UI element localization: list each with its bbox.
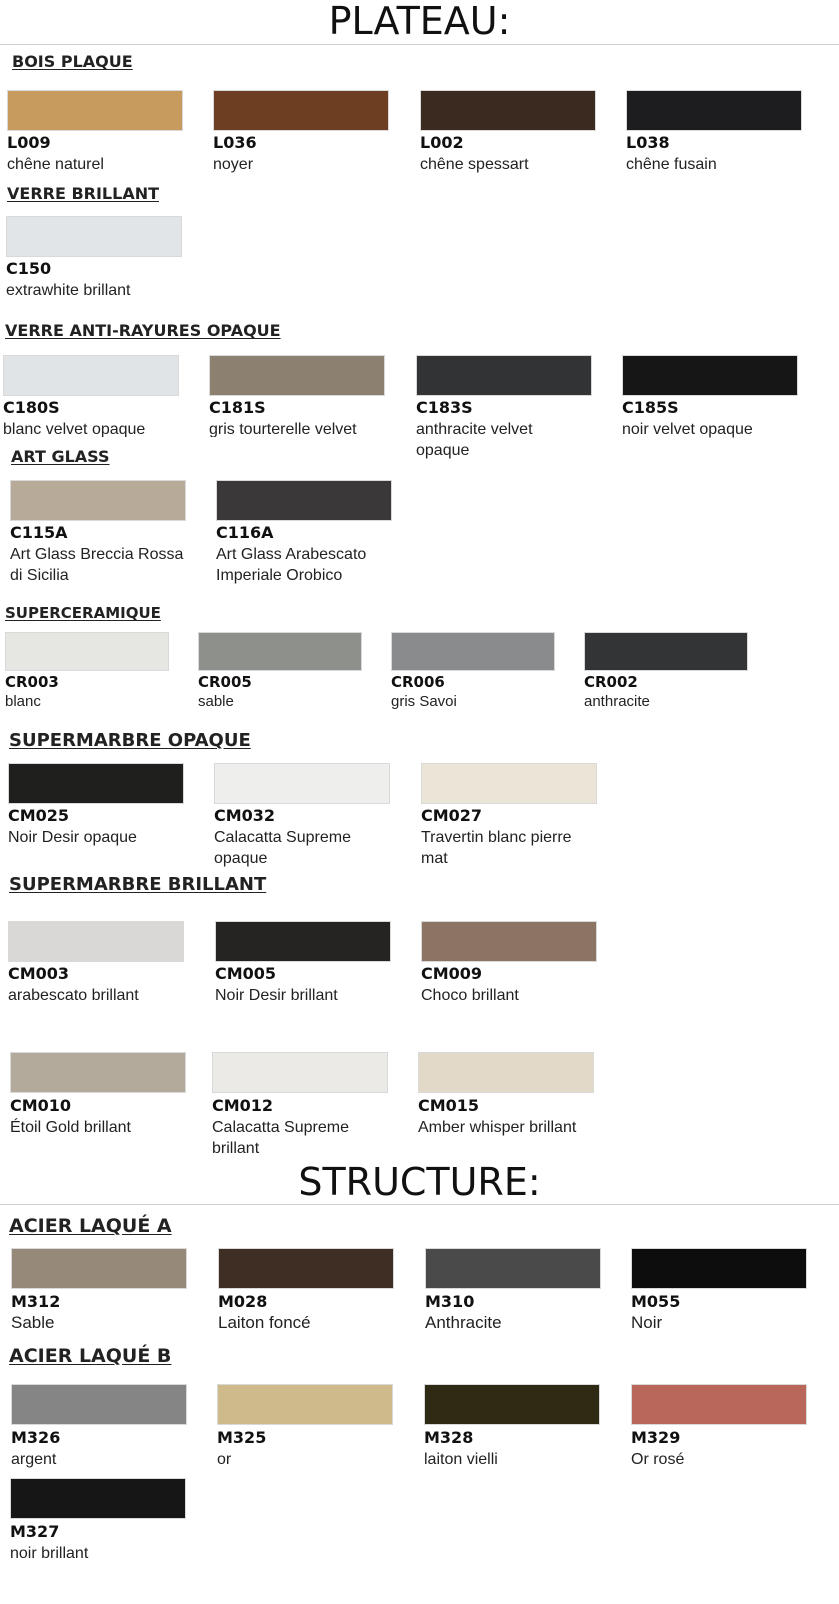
section-supermarbre-opaque: SUPERMARBRE OPAQUE: [9, 730, 251, 751]
section-verre-brillant: VERRE BRILLANT: [7, 184, 159, 203]
name-cm025: Noir Desir opaque: [8, 829, 137, 846]
swatch-cm025: [8, 763, 184, 804]
code-cr006: CR006: [391, 673, 445, 691]
name-m310: Anthracite: [425, 1313, 502, 1332]
code-m328: M328: [424, 1428, 474, 1447]
swatch-c116a: [216, 480, 392, 521]
swatch-m327: [10, 1478, 186, 1519]
swatch-cm012: [212, 1052, 388, 1093]
code-cm025: CM025: [8, 806, 70, 825]
name-m325: or: [217, 1451, 232, 1468]
swatch-cm010: [10, 1052, 186, 1093]
swatch-cm015: [418, 1052, 594, 1093]
swatch-l038: [626, 90, 802, 131]
code-c181s: C181S: [209, 398, 266, 417]
name-c116a: Art Glass Arabescato Imperiale Orobico: [216, 546, 367, 584]
code-m326: M326: [11, 1428, 61, 1447]
swatch-m312: [11, 1248, 187, 1289]
name-c115a: Art Glass Breccia Rossa di Sicilia: [10, 546, 184, 584]
swatch-cr003: [5, 632, 169, 671]
code-cm032: CM032: [214, 806, 276, 825]
swatch-c185s: [622, 355, 798, 396]
swatch-cm027: [421, 763, 597, 804]
code-m310: M310: [425, 1292, 475, 1311]
code-cm012: CM012: [212, 1096, 274, 1115]
name-cm012: Calacatta Supreme brillant: [212, 1119, 349, 1157]
name-l002: chêne spessart: [420, 156, 529, 173]
name-cr006: gris Savoi: [391, 693, 457, 710]
swatch-cr002: [584, 632, 748, 671]
name-c180s: blanc velvet opaque: [3, 421, 146, 437]
section-verre-anti-rayures: VERRE ANTI-RAYURES OPAQUE: [5, 321, 281, 340]
name-c183s: anthracite velvet opaque: [416, 421, 533, 459]
name-cm005: Noir Desir brillant: [215, 987, 338, 1004]
code-c183s: C183S: [416, 398, 473, 417]
section-acier-laque-b: ACIER LAQUÉ B: [9, 1345, 172, 1367]
code-m055: M055: [631, 1292, 681, 1311]
swatch-cm009: [421, 921, 597, 962]
name-m326: argent: [11, 1451, 57, 1468]
plateau-divider: [0, 44, 839, 45]
code-cm009: CM009: [421, 964, 483, 983]
code-c150: C150: [6, 259, 52, 278]
name-cr005: sable: [198, 693, 234, 710]
code-cm010: CM010: [10, 1096, 72, 1115]
swatch-l036: [213, 90, 389, 131]
name-c181s: gris tourterelle velvet: [209, 421, 357, 437]
swatch-cm005: [215, 921, 391, 962]
code-cr005: CR005: [198, 673, 252, 691]
swatch-cm003: [8, 921, 184, 962]
name-m055: Noir: [631, 1313, 663, 1332]
swatch-l002: [420, 90, 596, 131]
name-m328: laiton vielli: [424, 1451, 498, 1468]
name-l009: chêne naturel: [7, 156, 104, 173]
name-m327: noir brillant: [10, 1545, 89, 1562]
section-bois-plaque: BOIS PLAQUE: [12, 52, 133, 71]
code-m327: M327: [10, 1522, 60, 1541]
name-l038: chêne fusain: [626, 156, 717, 173]
code-m312: M312: [11, 1292, 61, 1311]
name-cm027: Travertin blanc pierre mat: [421, 829, 572, 867]
swatch-c180s: [3, 355, 179, 396]
swatch-c150: [6, 216, 182, 257]
code-cm003: CM003: [8, 964, 70, 983]
name-cr002: anthracite: [584, 693, 650, 710]
structure-title: STRUCTURE:: [298, 1160, 541, 1204]
code-cm005: CM005: [215, 964, 277, 983]
name-l036: noyer: [213, 156, 254, 173]
swatch-cm032: [214, 763, 390, 804]
code-c116a: C116A: [216, 523, 274, 542]
name-cm015: Amber whisper brillant: [418, 1119, 577, 1136]
code-cr002: CR002: [584, 673, 638, 691]
section-superceramique: SUPERCERAMIQUE: [5, 604, 161, 622]
section-acier-laque-a: ACIER LAQUÉ A: [9, 1215, 172, 1237]
swatch-l009: [7, 90, 183, 131]
name-cm003: arabescato brillant: [8, 987, 139, 1004]
code-c115a: C115A: [10, 523, 68, 542]
swatch-c115a: [10, 480, 186, 521]
code-cm015: CM015: [418, 1096, 480, 1115]
swatch-m325: [217, 1384, 393, 1425]
name-m312: Sable: [11, 1313, 55, 1332]
swatch-cr005: [198, 632, 362, 671]
code-m329: M329: [631, 1428, 681, 1447]
name-cm032: Calacatta Supreme opaque: [214, 829, 351, 867]
swatch-c181s: [209, 355, 385, 396]
name-cm009: Choco brillant: [421, 987, 519, 1004]
name-m028: Laiton foncé: [218, 1313, 311, 1332]
name-c185s: noir velvet opaque: [622, 421, 753, 438]
code-c185s: C185S: [622, 398, 679, 417]
code-l009: L009: [7, 133, 51, 152]
name-cr003: blanc: [5, 693, 41, 710]
swatch-m329: [631, 1384, 807, 1425]
code-c180s: C180S: [3, 398, 60, 417]
name-m329: Or rosé: [631, 1451, 685, 1468]
code-l036: L036: [213, 133, 257, 152]
swatch-m055: [631, 1248, 807, 1289]
swatch-m326: [11, 1384, 187, 1425]
section-art-glass: ART GLASS: [11, 447, 110, 466]
swatch-cr006: [391, 632, 555, 671]
code-l038: L038: [626, 133, 670, 152]
structure-divider: [0, 1204, 839, 1205]
name-cm010: Étoil Gold brillant: [10, 1119, 131, 1136]
code-cm027: CM027: [421, 806, 483, 825]
code-l002: L002: [420, 133, 464, 152]
code-m325: M325: [217, 1428, 267, 1447]
section-supermarbre-brillant: SUPERMARBRE BRILLANT: [9, 874, 267, 895]
swatch-m028: [218, 1248, 394, 1289]
name-c150: extrawhite brillant: [6, 282, 131, 299]
code-m028: M028: [218, 1292, 268, 1311]
plateau-title: PLATEAU:: [328, 0, 511, 43]
swatch-m328: [424, 1384, 600, 1425]
swatch-c183s: [416, 355, 592, 396]
code-cr003: CR003: [5, 673, 59, 691]
swatch-m310: [425, 1248, 601, 1289]
